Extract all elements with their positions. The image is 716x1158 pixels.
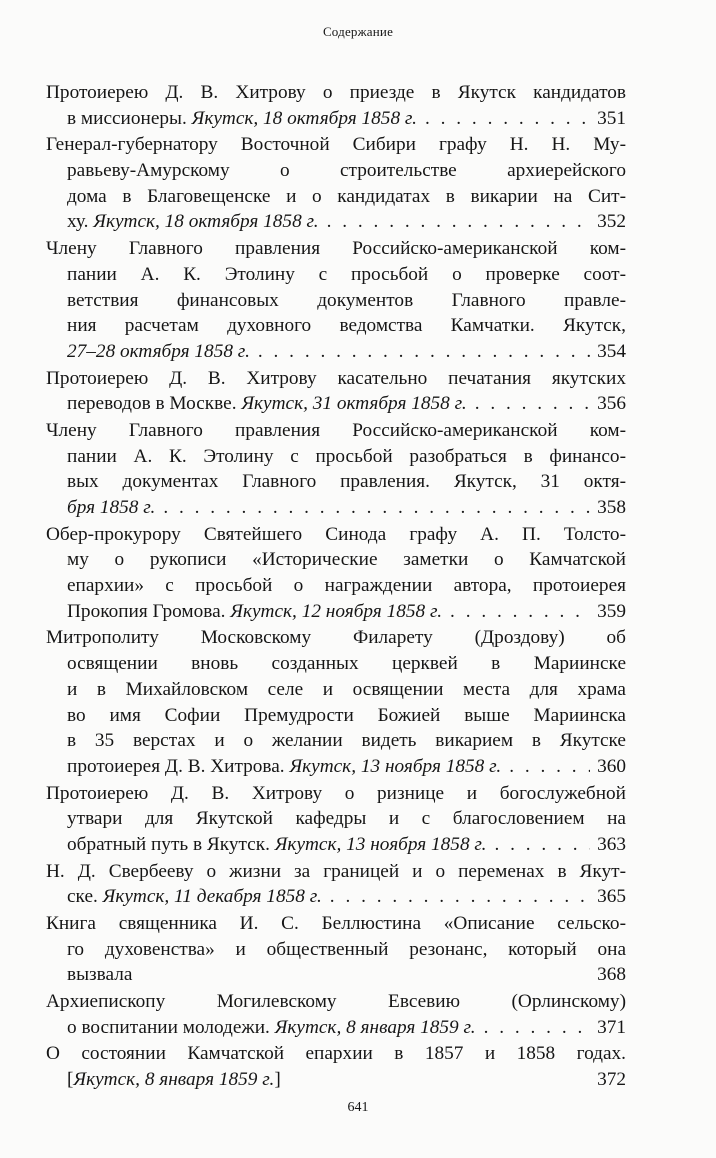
entry-final-line: [46, 962, 626, 988]
toc-entry: [46, 522, 626, 625]
entry-place-date: Якутск, 11 декабря 1858 г.: [102, 886, 322, 908]
page-number: 365: [597, 886, 626, 908]
entry-final-line: [46, 106, 626, 132]
entry-final-line: [46, 209, 626, 235]
entry-final-line: [46, 754, 626, 780]
toc-entry: [46, 1041, 626, 1092]
entry-line: О состоянии Камчатской епархии в 1857 и 1858 годах.: [46, 1043, 626, 1065]
page-number: 368: [597, 964, 626, 986]
toc-entry: [46, 366, 626, 417]
table-of-contents: [46, 80, 626, 1094]
toc-entry: [46, 132, 626, 235]
entry-final-line: [46, 599, 626, 625]
toc-entry: [46, 911, 626, 988]
entry-line: дома в Благовещенске и о кандидатах в викарии на Сит-: [67, 185, 626, 207]
entry-line: в 35 верстах и о желании видеть викарием в Якутске: [67, 730, 626, 752]
leader-dots: [258, 339, 590, 365]
entry-line: Протоиерею Д. В. Хитрову о ризнице и богослужебной: [46, 782, 626, 804]
leader-dots: [425, 106, 590, 132]
entry-line: му о рукописи «Исторические заметки о Камчатской: [67, 549, 626, 571]
entry-line: пании А. К. Этолину с просьбой разобраться в финансо-: [67, 445, 626, 467]
page-number: 372: [597, 1069, 626, 1091]
entry-place-date: Якутск, 18 октября 1858 г.: [191, 107, 417, 129]
toc-entry: [46, 625, 626, 779]
entry-place-date: Якутск, 8 января 1859 г.: [73, 1069, 275, 1091]
entry-line: Книга священника И. С. Беллюстина «Описание сельско-: [46, 913, 626, 934]
entry-text-tail: [67, 495, 155, 521]
entry-place-date: Якутск, 12 ноября 1858 г.: [230, 600, 443, 622]
entry-final-line: [46, 339, 626, 365]
entry-final-line: [46, 832, 626, 858]
entry-place-date: Якутск, 31 октября 1858 г.: [241, 393, 467, 415]
toc-entry: [46, 781, 626, 858]
entry-line: и в Михайловском селе и освящении места для храма: [67, 678, 626, 700]
page-number: 352: [597, 211, 626, 233]
entry-text-tail: вызвала: [67, 964, 133, 986]
toc-entry: [46, 989, 626, 1040]
entry-text-tail: Прокопия Громова. Якутск, 12 ноября 1858 г.: [67, 600, 443, 622]
entry-place-date: Якутск, 18 октября 1858 г.: [93, 211, 319, 233]
entry-line: Члену Главного правления Российско-американской ком-: [46, 419, 626, 441]
entry-final-line: [46, 1067, 626, 1093]
entry-line: Архиепископу Могилевскому Евсевию (Орлинскому): [46, 991, 626, 1013]
entry-line: вых документах Главного правления. Якутск, 31 октя-: [67, 471, 626, 493]
entry-text-tail: о воспитании молодежи. Якутск, 8 января 1859 г.: [67, 1016, 476, 1038]
entry-place-date: Якутск, 8 января 1859 г.: [274, 1016, 476, 1038]
entry-text-tail: ске. Якутск, 11 декабря 1858 г.: [67, 886, 322, 908]
entry-line: Обер-прокурору Святейшего Синода графу А. П. Толсто-: [46, 523, 626, 545]
entry-place-date: бря 1858 г.: [67, 497, 156, 518]
toc-entry: [46, 80, 626, 131]
leader-dots: [327, 209, 590, 235]
entry-line: равьеву-Амурскому о строительстве архиерейского: [67, 160, 626, 182]
entry-line: Н. Д. Свербееву о жизни за границей и о переменах в Якут-: [46, 860, 626, 882]
entry-line: Митрополиту Московскому Филарету (Дроздову) об: [46, 627, 626, 649]
running-head: Содержание: [322, 24, 394, 39]
entry-text-tail: [67, 339, 250, 365]
entry-text-tail: переводов в Москве. Якутск, 31 октября 1858 г.: [67, 393, 467, 415]
leader-dots: [484, 1015, 590, 1041]
entry-place-date: 27–28 октября 1858 г.: [67, 340, 250, 362]
page-number: 356: [597, 393, 626, 415]
page-number: 359: [597, 600, 626, 622]
entry-text-tail: ху. Якутск, 18 октября 1858 г.: [67, 211, 319, 233]
entry-place-date: Якутск, 13 ноября 1858 г.: [274, 833, 487, 855]
entry-line: освящении вновь созданных церквей в Мариинске: [67, 653, 626, 675]
entry-final-line: [46, 391, 626, 417]
leader-dots: [509, 754, 590, 780]
page-number: 354: [597, 340, 626, 362]
entry-line: Протоиерею Д. В. Хитрову о приезде в Якутск кандидатов: [46, 82, 626, 103]
entry-line: Члену Главного правления Российско-американской ком-: [46, 238, 626, 260]
page-number: 371: [597, 1016, 626, 1038]
leader-dots: [495, 832, 591, 858]
leader-dots: [163, 495, 590, 521]
leader-dots: [475, 391, 590, 417]
page-number: 360: [597, 755, 626, 777]
entry-text-tail: протоиерея Д. В. Хитрова. Якутск, 13 ноября 1858 г.: [67, 755, 502, 777]
entry-line: Генерал-губернатору Восточной Сибири графу Н. Н. Му-: [46, 134, 626, 156]
entry-text-tail: [Якутск, 8 января 1859 г.]: [67, 1069, 281, 1091]
entry-text-tail: в миссионеры. Якутск, 18 октября 1858 г.: [67, 107, 417, 129]
entry-line: Протоиерею Д. В. Хитрову касательно печатания якутских: [46, 367, 626, 389]
page-number: 358: [597, 497, 626, 518]
entry-text-tail: обратный путь в Якутск. Якутск, 13 ноября 1858 г.: [67, 833, 487, 855]
leader-dots: [450, 599, 590, 625]
entry-final-line: [46, 495, 626, 521]
entry-line: епархии» с просьбой о награждении автора, протоиерея: [67, 575, 626, 597]
toc-entry: [46, 418, 626, 521]
page-number: 351: [597, 107, 626, 129]
entry-final-line: [46, 884, 626, 910]
entry-line: пании А. К. Этолину с просьбой о проверке соот-: [67, 263, 626, 285]
entry-line: го духовенства» и общественный резонанс, который она: [67, 938, 626, 960]
entry-line: ния расчетам духовного ведомства Камчатки. Якутск,: [67, 315, 626, 337]
entry-final-line: [46, 1015, 626, 1041]
entry-line: ветствия финансовых документов Главного правле-: [67, 289, 626, 311]
page-folio: 641: [347, 1100, 369, 1115]
leader-dots: [330, 884, 590, 910]
page-number: 363: [597, 833, 626, 855]
toc-entry: [46, 236, 626, 364]
entry-line: утвари для Якутской кафедры и с благословением на: [67, 808, 626, 830]
entry-place-date: Якутск, 13 ноября 1858 г.: [289, 755, 502, 777]
entry-line: во имя Софии Премудрости Божией выше Мариинска: [67, 704, 626, 726]
toc-entry: [46, 859, 626, 910]
